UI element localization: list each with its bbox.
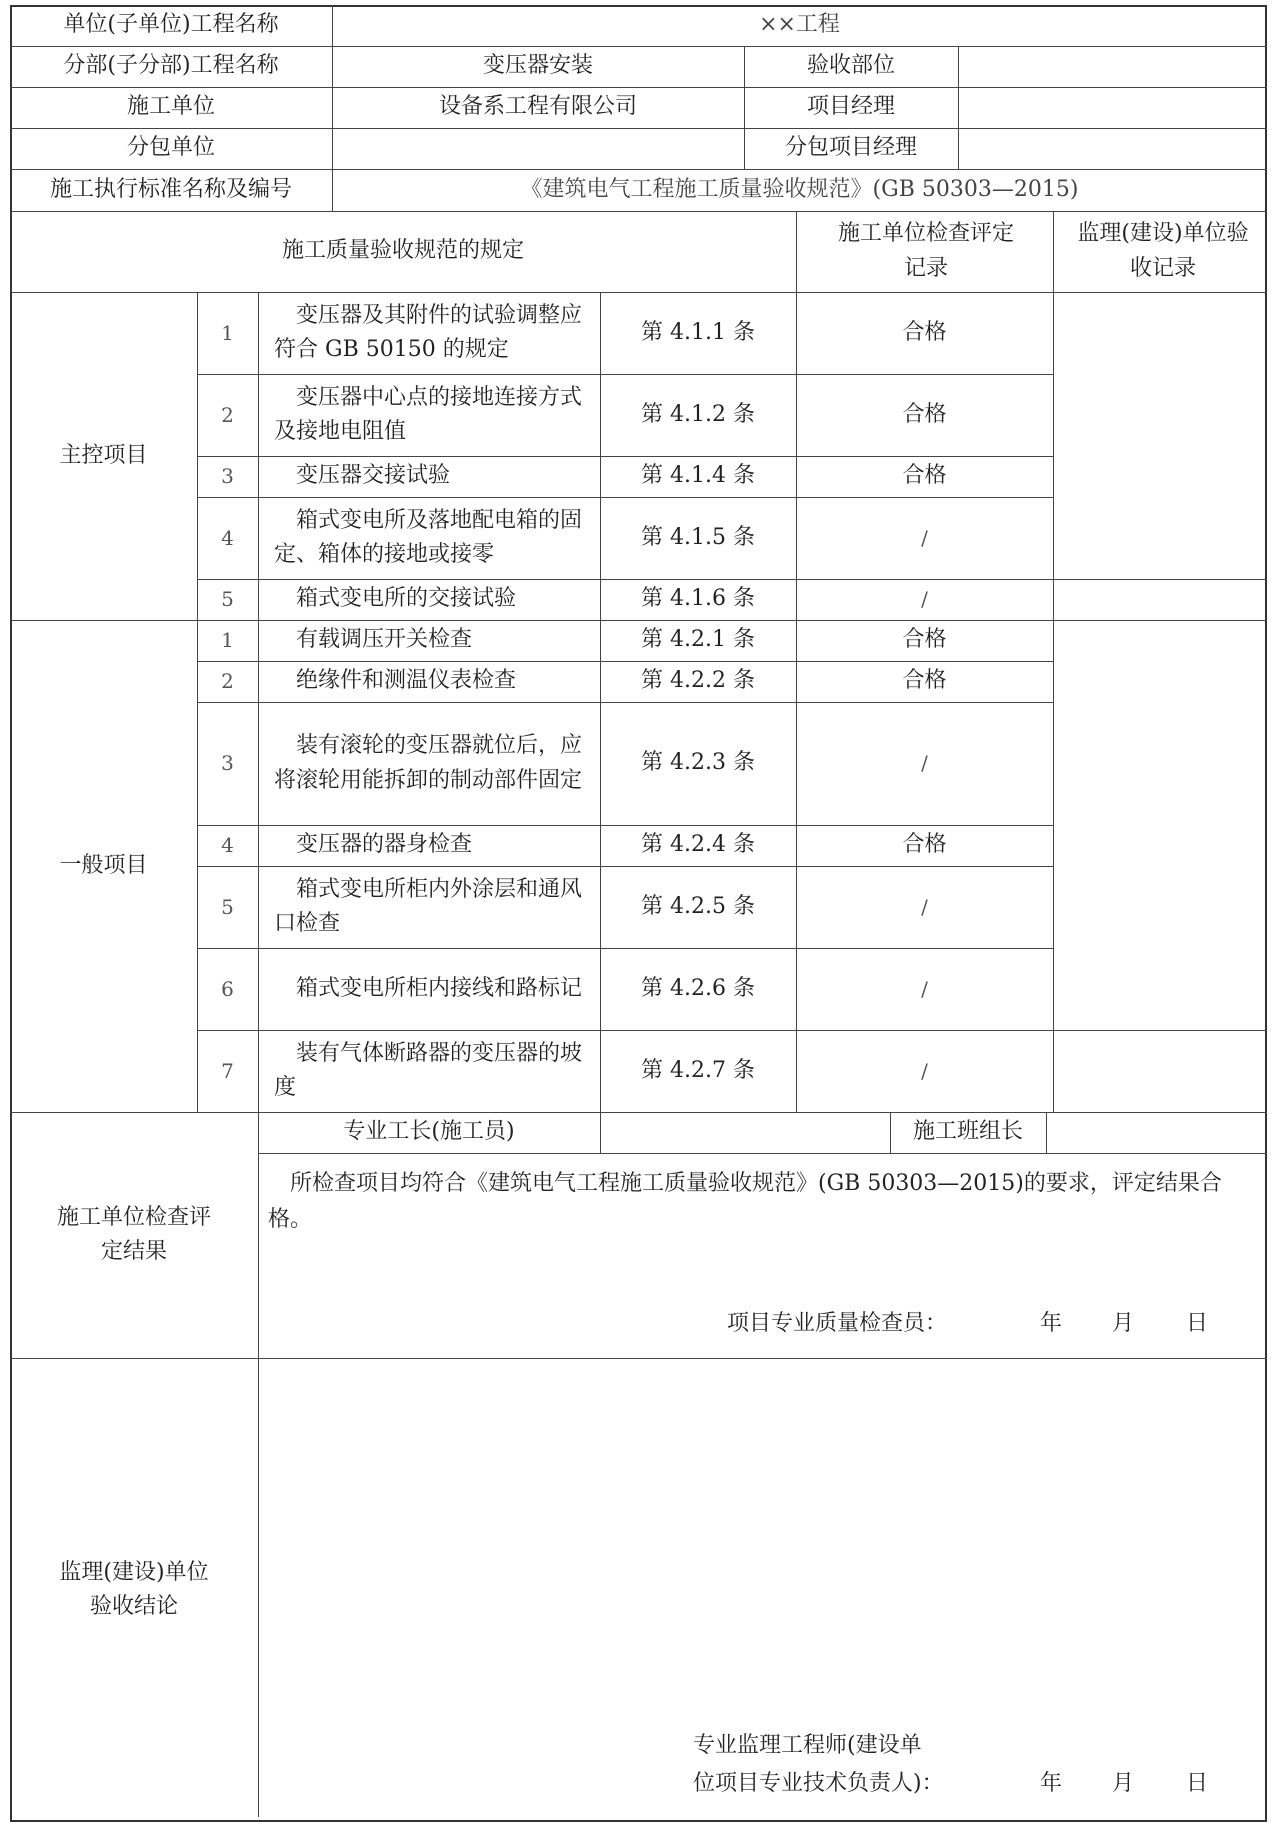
- unit-name-value: ××工程: [759, 12, 840, 38]
- team-leader-label: 施工班组长: [912, 1119, 1023, 1145]
- project-manager-label: 项目经理: [806, 94, 895, 120]
- foreman-label: 专业工长(施工员): [343, 1119, 515, 1145]
- supervisor-record-column-header: 监理(建设)单位验收记录: [1077, 221, 1249, 281]
- item-clause: 第 4.2.7 条: [641, 1057, 755, 1083]
- supervising-engineer-label-line1: 专业监理工程师(建设单: [693, 1733, 922, 1758]
- main-control-label: 主控项目: [59, 442, 148, 468]
- item-number: 5: [221, 587, 234, 611]
- item-result: 合格: [902, 832, 947, 858]
- item-number: 1: [221, 320, 234, 345]
- sub-project-manager-value: [958, 128, 1267, 169]
- item-clause: 第 4.2.6 条: [641, 975, 755, 1001]
- item-number: 5: [221, 894, 234, 919]
- general-items-label: 一般项目: [59, 852, 148, 878]
- item-number: 7: [221, 1058, 234, 1083]
- standard-value: 《建筑电气工程施工质量验收规范》(GB 50303—2015): [520, 176, 1079, 202]
- item-result: /: [921, 751, 928, 775]
- supervisor-conclusion-label: 监理(建设)单位验收结论: [59, 1559, 209, 1619]
- item-clause: 第 4.2.1 条: [641, 627, 755, 653]
- acceptance-part-value: [958, 46, 1267, 87]
- item-text: 装有气体断路器的变压器的坡度: [274, 1040, 583, 1100]
- item-text: 变压器及其附件的试验调整应符合 GB 50150 的规定: [274, 302, 583, 362]
- item-result: /: [921, 976, 928, 1001]
- team-leader-value: [1046, 1112, 1267, 1153]
- item-text: 装有滚轮的变压器就位后，应将滚轮用能拆卸的制动部件固定: [274, 733, 583, 793]
- item-result: /: [921, 587, 928, 611]
- item-result: /: [921, 894, 928, 919]
- item-text: 箱式变电所柜内接线和路标记: [296, 975, 583, 1001]
- supervisor-year-label: 年: [1040, 1771, 1063, 1796]
- unit-name-label: 单位(子单位)工程名称: [63, 12, 279, 38]
- item-result: 合格: [902, 668, 947, 694]
- division-name-value: 变压器安装: [482, 53, 593, 79]
- contractor-conclusion-text: 所检查项目均符合《建筑电气工程施工质量验收规范》(GB 50303—2015)的要求，评定结果合格。: [268, 1171, 1222, 1232]
- contractor-year-label: 年: [1040, 1311, 1063, 1336]
- item-result: 合格: [902, 627, 947, 653]
- item-clause: 第 4.2.3 条: [641, 750, 755, 776]
- item-number: 3: [221, 751, 234, 775]
- item-result: /: [921, 525, 928, 550]
- item-text: 有载调压开关检查: [296, 627, 473, 653]
- item-text: 变压器交接试验: [296, 463, 451, 489]
- supervisor-day-label: 日: [1186, 1771, 1209, 1796]
- item-result: /: [921, 1058, 928, 1083]
- item-text: 变压器中心点的接地连接方式及接地电阻值: [274, 384, 583, 444]
- item-clause: 第 4.2.5 条: [641, 893, 755, 919]
- contractor-label: 施工单位: [126, 94, 215, 120]
- item-number: 3: [221, 464, 234, 488]
- item-clause: 第 4.2.2 条: [641, 668, 755, 694]
- item-result: 合格: [902, 319, 947, 345]
- supervising-engineer-label-line2: 位项目专业技术负责人)：: [693, 1771, 944, 1796]
- item-number: 2: [221, 669, 234, 693]
- contractor-month-label: 月: [1112, 1311, 1135, 1336]
- col-divider: [1053, 211, 1054, 1112]
- item-number: 4: [221, 525, 234, 550]
- item-clause: 第 4.1.2 条: [641, 401, 755, 427]
- item-number: 4: [221, 833, 234, 857]
- project-manager-value: [958, 87, 1267, 128]
- item-result: 合格: [902, 463, 947, 489]
- item-text: 箱式变电所柜内外涂层和通风口检查: [274, 876, 583, 936]
- subcontractor-label: 分包单位: [126, 135, 215, 161]
- item-result: 合格: [902, 401, 947, 427]
- item-clause: 第 4.2.4 条: [641, 832, 755, 858]
- acceptance-part-label: 验收部位: [806, 53, 895, 79]
- supervisor-month-label: 月: [1112, 1771, 1135, 1796]
- standard-label: 施工执行标准名称及编号: [49, 176, 292, 202]
- contractor-value: 设备系工程有限公司: [438, 94, 637, 120]
- row-divider: [258, 1153, 1267, 1154]
- item-number: 1: [221, 628, 234, 652]
- quality-inspector-label: 项目专业质量检查员：: [727, 1311, 948, 1336]
- item-text: 箱式变电所的交接试验: [296, 586, 517, 612]
- item-text: 箱式变电所及落地配电箱的固定、箱体的接地或接零: [274, 507, 583, 567]
- item-number: 2: [221, 402, 234, 427]
- foreman-value: [600, 1112, 890, 1153]
- contractor-check-column-header: 施工单位检查评定记录: [837, 221, 1014, 281]
- subcontractor-value: [332, 128, 744, 169]
- item-number: 6: [221, 976, 234, 1001]
- item-clause: 第 4.1.1 条: [641, 319, 755, 345]
- item-text: 绝缘件和测温仪表检查: [296, 668, 517, 694]
- division-name-label: 分部(子分部)工程名称: [63, 53, 279, 79]
- spec-column-header: 施工质量验收规范的规定: [281, 238, 524, 264]
- item-text: 变压器的器身检查: [296, 832, 473, 858]
- contractor-day-label: 日: [1186, 1311, 1209, 1336]
- item-clause: 第 4.1.4 条: [641, 463, 755, 489]
- item-clause: 第 4.1.6 条: [641, 586, 755, 612]
- item-clause: 第 4.1.5 条: [641, 524, 755, 550]
- contractor-result-label: 施工单位检查评定结果: [56, 1204, 211, 1264]
- sub-project-manager-label: 分包项目经理: [784, 135, 917, 161]
